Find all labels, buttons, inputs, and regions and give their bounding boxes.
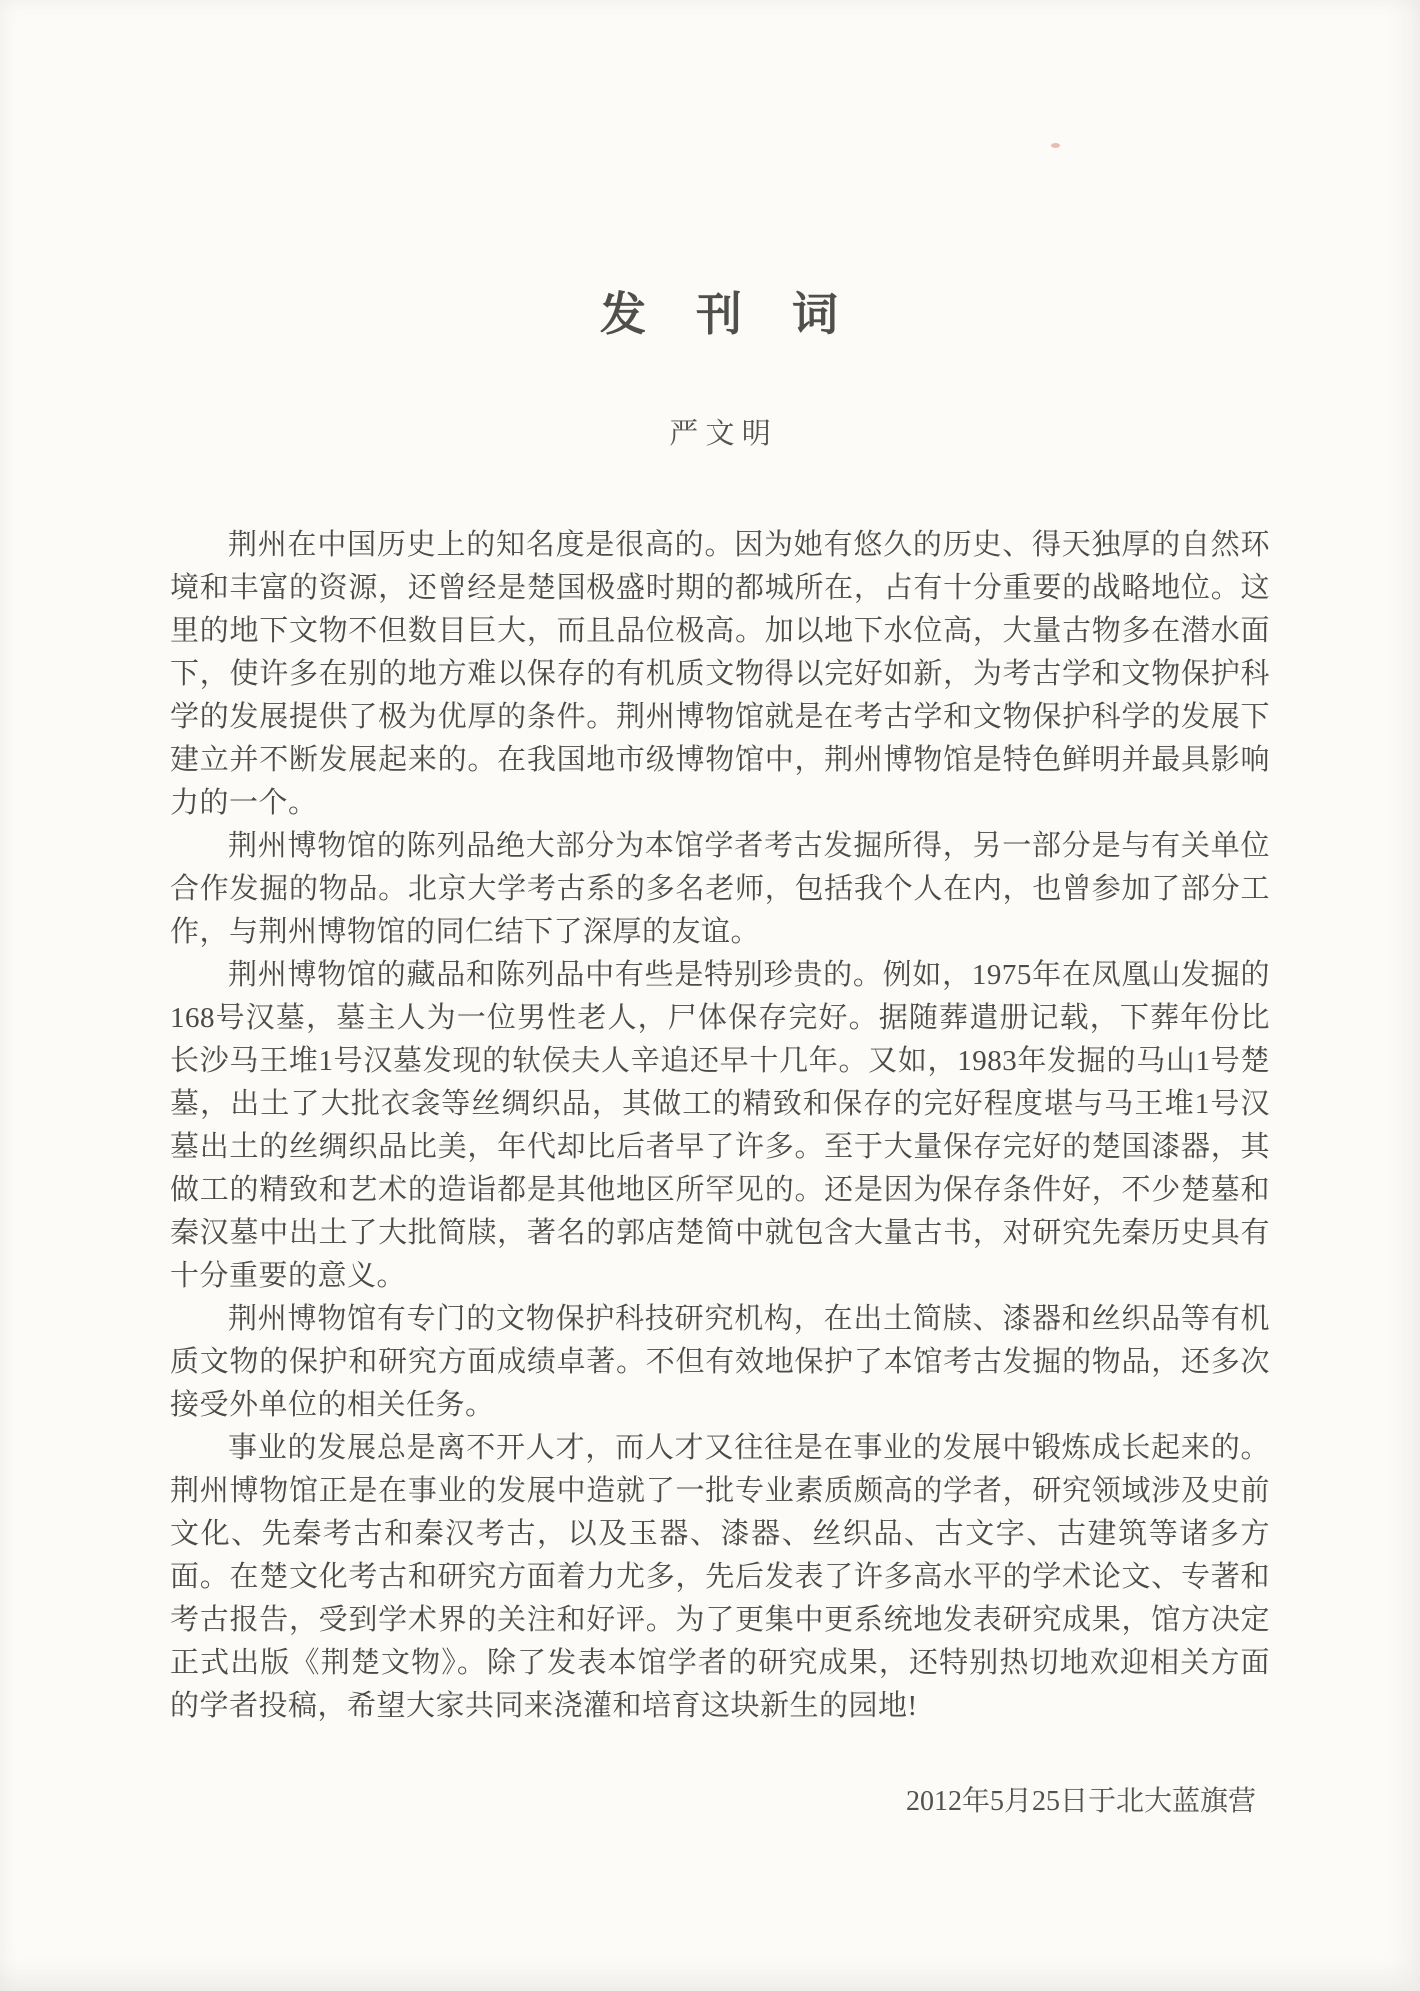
dateline: 2012年5月25日于北大蓝旗营 — [905, 1786, 1256, 1817]
paragraph: 荆州博物馆的陈列品绝大部分为本馆学者考古发掘所得，另一部分是与有关单位合作发掘的物品。北京大学考古系的多名老师，包括我个人在内，也曾参加了部分工作，与荆州博物馆的同仁结下了深厚的友谊。 — [170, 830, 1270, 948]
scan-speck — [1051, 143, 1060, 148]
page-title: 发 刊 词 — [600, 289, 840, 340]
paragraph: 荆州博物馆的藏品和陈列品中有些是特别珍贵的。例如，1975年在凤凰山发掘的168号汉墓，墓主人为一位男性老人，尸体保存完好。据随葬遣册记载，下葬年份比长沙马王堆1号汉墓发现的轪侯夫人辛追还早十几年。又如，1983年发掘的马山1号楚墓，出土了大批衣衾等丝绸织品，其做工的精致和保存的完好程度堪与马王堆1号汉墓出土的丝绸织品比美，年代却比后者早了许多。至于大量保存完好的楚国漆器，其做工的精致和艺术的造诣都是其他地区所罕见的。还是因为保存条件好，不少楚墓和秦汉墓中出土了大批简牍，著名的郭店楚简中就包含大量古书，对研究先秦历史具有十分重要的意义。 — [170, 959, 1270, 1292]
paragraph: 事业的发展总是离不开人才，而人才又往往是在事业的发展中锻炼成长起来的。荆州博物馆正是在事业的发展中造就了一批专业素质颇高的学者，研究领域涉及史前文化、先秦考古和秦汉考古，以及玉器、漆器、丝织品、古文字、古建筑等诸多方面。在楚文化考古和研究方面着力尤多，先后发表了许多高水平的学术论文、专著和考古报告，受到学术界的关注和好评。为了更集中更系统地发表研究成果，馆方决定正式出版《荆楚文物》。除了发表本馆学者的研究成果，还特别热切地欢迎相关方面的学者投稿，希望大家共同来浇灌和培育这块新生的园地! — [170, 1432, 1270, 1722]
body-text — [170, 524, 1270, 1728]
author-name: 严 文 明 — [669, 418, 771, 450]
text-column — [170, 288, 1270, 1823]
paragraph: 荆州在中国历史上的知名度是很高的。因为她有悠久的历史、得天独厚的自然环境和丰富的资源，还曾经是楚国极盛时期的都城所在，占有十分重要的战略地位。这里的地下文物不但数目巨大，而且品位极高。加以地下水位高，大量古物多在潜水面下，使许多在别的地方难以保存的有机质文物得以完好如新，为考古学和文物保护科学的发展提供了极为优厚的条件。荆州博物馆就是在考古学和文物保护科学的发展下建立并不断发展起来的。在我国地市级博物馆中，荆州博物馆是特色鲜明并最具影响力的一个。 — [170, 529, 1270, 819]
paragraph: 荆州博物馆有专门的文物保护科技研究机构，在出土简牍、漆器和丝织品等有机质文物的保护和研究方面成绩卓著。不但有效地保护了本馆考古发掘的物品，还多次接受外单位的相关任务。 — [170, 1303, 1270, 1421]
